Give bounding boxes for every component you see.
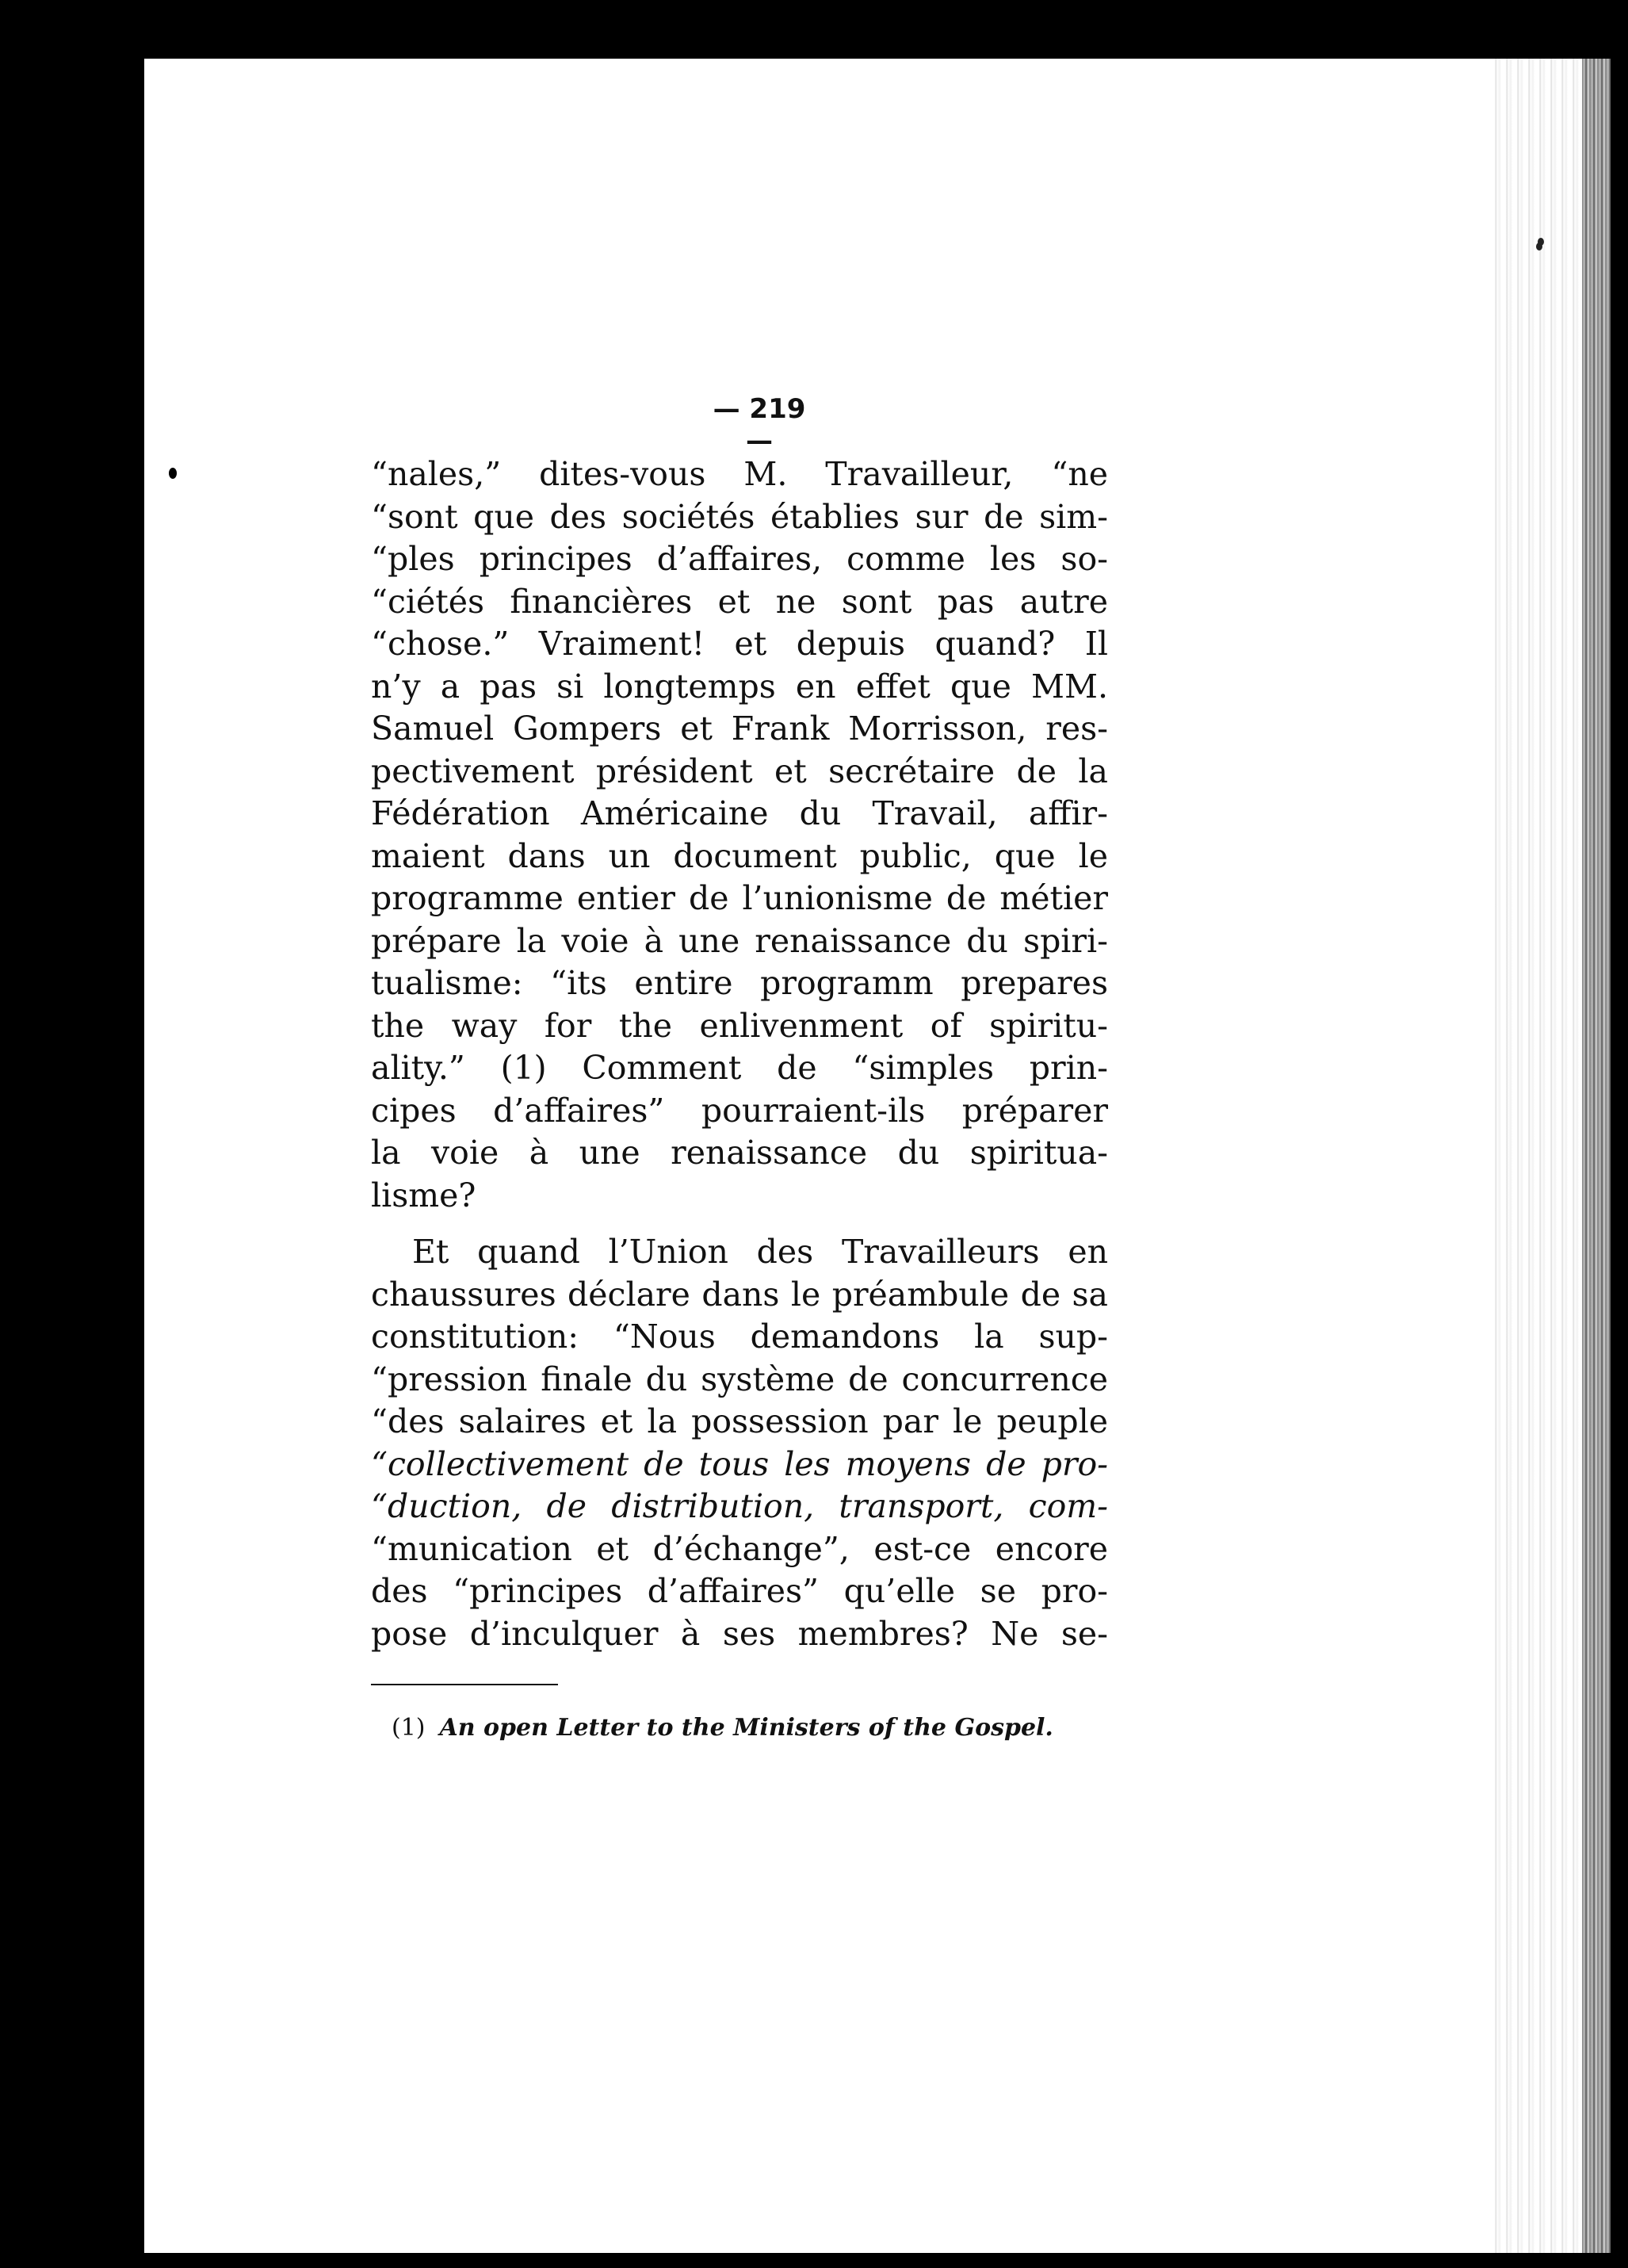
text-line: constitution: “Nous demandons la sup- [371, 1318, 1108, 1356]
text-line: des “principes d’affaires” qu’elle se pro- [371, 1572, 1108, 1610]
footnote [392, 1712, 1108, 1744]
text-line: maient dans un document public, que le [371, 836, 1108, 875]
text-line: “chose.” Vraiment! et depuis quand? Il [371, 625, 1108, 663]
text-line: “nales,” dites-vous M. Travailleur, “ne [371, 455, 1108, 493]
text-line: la voie à une renaissance du spiritua- [371, 1134, 1108, 1172]
footnote-rule [371, 1684, 558, 1685]
text-line: Fédération Américaine du Travail, affir- [371, 794, 1108, 832]
text-line: Samuel Gompers et Frank Morrisson, res- [371, 709, 1108, 748]
text-line: “munication et d’échange”, est-ce encore [371, 1529, 1108, 1568]
text-line: “ples principes d’affaires, comme les so- [371, 540, 1108, 578]
text-line: lisme? [371, 1176, 476, 1214]
text-line: chaussures déclare dans le préambule de sa [371, 1275, 1108, 1314]
text-line: “pression finale du système de concurrence [371, 1360, 1108, 1398]
footnote-text: An open Letter to the Ministers of the Gospel. [439, 1714, 1053, 1742]
text-line: “sont que des sociétés établies sur de sim- [371, 497, 1108, 536]
text-line: “ciétés financières et ne sont pas autre [371, 582, 1108, 621]
text-line: cipes d’affaires” pourraient-ils préparer [371, 1091, 1108, 1130]
text-line: “des salaires et la possession par le peuple [371, 1402, 1108, 1440]
margin-mark [169, 468, 177, 479]
footnote-marker: (1) [392, 1714, 426, 1742]
text-line: prépare la voie à une renaissance du spiri- [371, 921, 1108, 960]
text-line: “duction, de distribution, transport, com- [371, 1487, 1108, 1525]
page-edges [1490, 59, 1611, 2253]
text-line: tualisme: “its entire programm prepares [371, 964, 1108, 1002]
text-line: “collectivement de tous les moyens de pro- [371, 1444, 1108, 1483]
edge-mark [1538, 238, 1544, 246]
text-line: ality.” (1) Comment de “simples prin- [371, 1049, 1108, 1087]
page-number: — 219 — [713, 393, 806, 457]
text-line: the way for the enlivenment of spiritu- [371, 1006, 1108, 1045]
text-line: pose d’inculquer à ses membres? Ne se- [371, 1614, 1108, 1653]
text-line: n’y a pas si longtemps en effet que MM. [371, 667, 1108, 706]
text-line: pectivement président et secrétaire de la [371, 752, 1108, 790]
text-line: programme entier de l’unionisme de métier [371, 879, 1108, 917]
text-line: Et quand l’Union des Travailleurs en [412, 1233, 1108, 1271]
